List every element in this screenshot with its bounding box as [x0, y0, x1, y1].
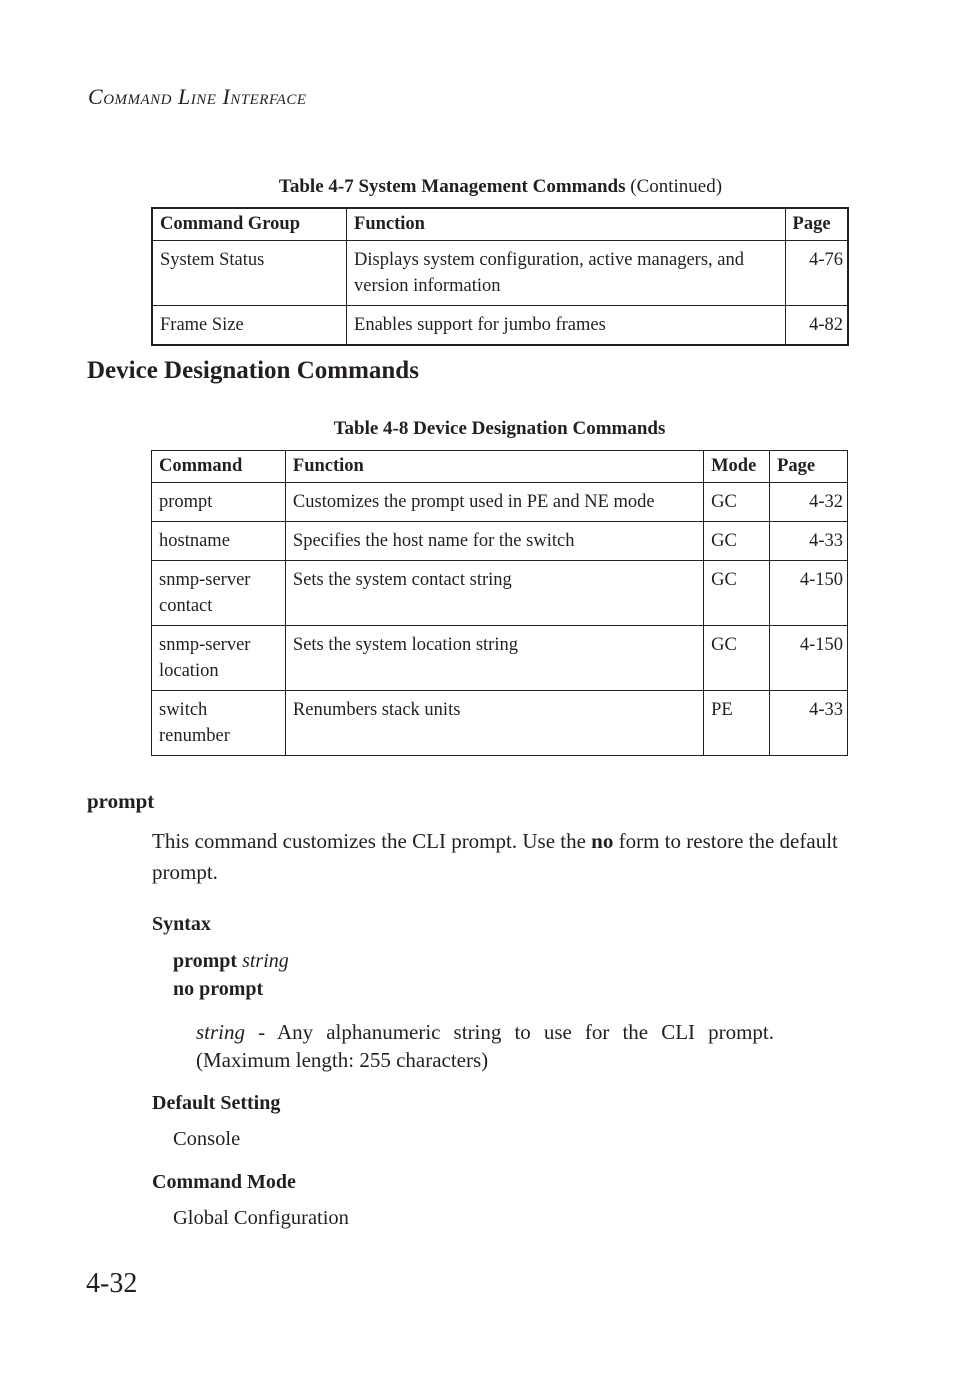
column-header: Command Group: [152, 208, 347, 241]
table-4-7: [151, 207, 849, 346]
table-row: [152, 691, 848, 756]
command-description: This command customizes the CLI prompt. Use the no form to restore the default prompt.: [152, 829, 838, 884]
cell-mode: GC: [704, 561, 770, 626]
column-header: Page: [770, 451, 848, 483]
cell-page: 4-32: [770, 483, 848, 522]
syntax-line-prompt: prompt string: [173, 950, 289, 972]
cell-mode: PE: [704, 691, 770, 756]
cell-mode: GC: [704, 626, 770, 691]
table-row: [152, 522, 848, 561]
command-title: prompt: [87, 789, 155, 813]
cell-page: 4-82: [785, 306, 848, 346]
column-header: Function: [347, 208, 785, 241]
table-row: [152, 241, 848, 306]
cell-function: Customizes the prompt used in PE and NE mode: [285, 483, 703, 522]
default-setting-heading: Default Setting: [152, 1092, 281, 1114]
cell-function: Sets the system contact string: [285, 561, 703, 626]
table-row: [152, 483, 848, 522]
table-header-row: [152, 451, 848, 483]
syntax-argument: string: [242, 950, 289, 972]
cell-page: 4-76: [785, 241, 848, 306]
cell-mode: GC: [704, 522, 770, 561]
section-title: Device Designation Commands: [87, 357, 419, 384]
running-head: COMMAND LINE INTERFACE: [88, 84, 307, 109]
cell-function: Enables support for jumbo frames: [347, 306, 785, 346]
cell-command: prompt: [152, 483, 286, 522]
table-4-8: [151, 450, 848, 756]
cell-mode: GC: [704, 483, 770, 522]
column-header: Function: [285, 451, 703, 483]
page-number: 4-32: [86, 1268, 138, 1299]
default-setting-value: Console: [173, 1128, 241, 1150]
table-header-row: [152, 208, 848, 241]
cell-page: 4-33: [770, 522, 848, 561]
table-row: [152, 626, 848, 691]
table-4-7-continued: (Continued): [630, 176, 723, 197]
cell-function: Sets the system location string: [285, 626, 703, 691]
column-header: Command: [152, 451, 286, 483]
cell-command-group: System Status: [152, 241, 347, 306]
parameter-name: string: [196, 1020, 246, 1044]
cell-function: Displays system configuration, active managers, and version information: [347, 241, 785, 306]
table-4-7-caption: [152, 176, 849, 198]
parameter-description: string - Any alphanumeric string to use for the CLI prompt. (Maximum length: 255 characters): [196, 1020, 774, 1072]
cell-page: 4-150: [770, 626, 848, 691]
cell-function: Specifies the host name for the switch: [285, 522, 703, 561]
cell-command: snmp-server contact: [152, 561, 286, 626]
cell-command: switch renumber: [152, 691, 286, 756]
cell-command: snmp-server location: [152, 626, 286, 691]
cell-command-group: Frame Size: [152, 306, 347, 346]
no-keyword: no: [591, 829, 614, 853]
cell-page: 4-150: [770, 561, 848, 626]
column-header: Page: [785, 208, 848, 241]
table-4-7-caption-text: Table 4-7 System Management Commands: [278, 176, 626, 197]
command-mode-value: Global Configuration: [173, 1207, 349, 1229]
cell-page: 4-33: [770, 691, 848, 756]
column-header: Mode: [704, 451, 770, 483]
table-row: [152, 306, 848, 346]
cell-function: Renumbers stack units: [285, 691, 703, 756]
command-mode-heading: Command Mode: [152, 1171, 296, 1193]
table-4-8-caption: Table 4-8 Device Designation Commands: [333, 418, 666, 439]
syntax-heading: Syntax: [152, 913, 211, 935]
cell-command: hostname: [152, 522, 286, 561]
syntax-line-no-prompt: no prompt: [173, 978, 264, 1000]
table-row: [152, 561, 848, 626]
